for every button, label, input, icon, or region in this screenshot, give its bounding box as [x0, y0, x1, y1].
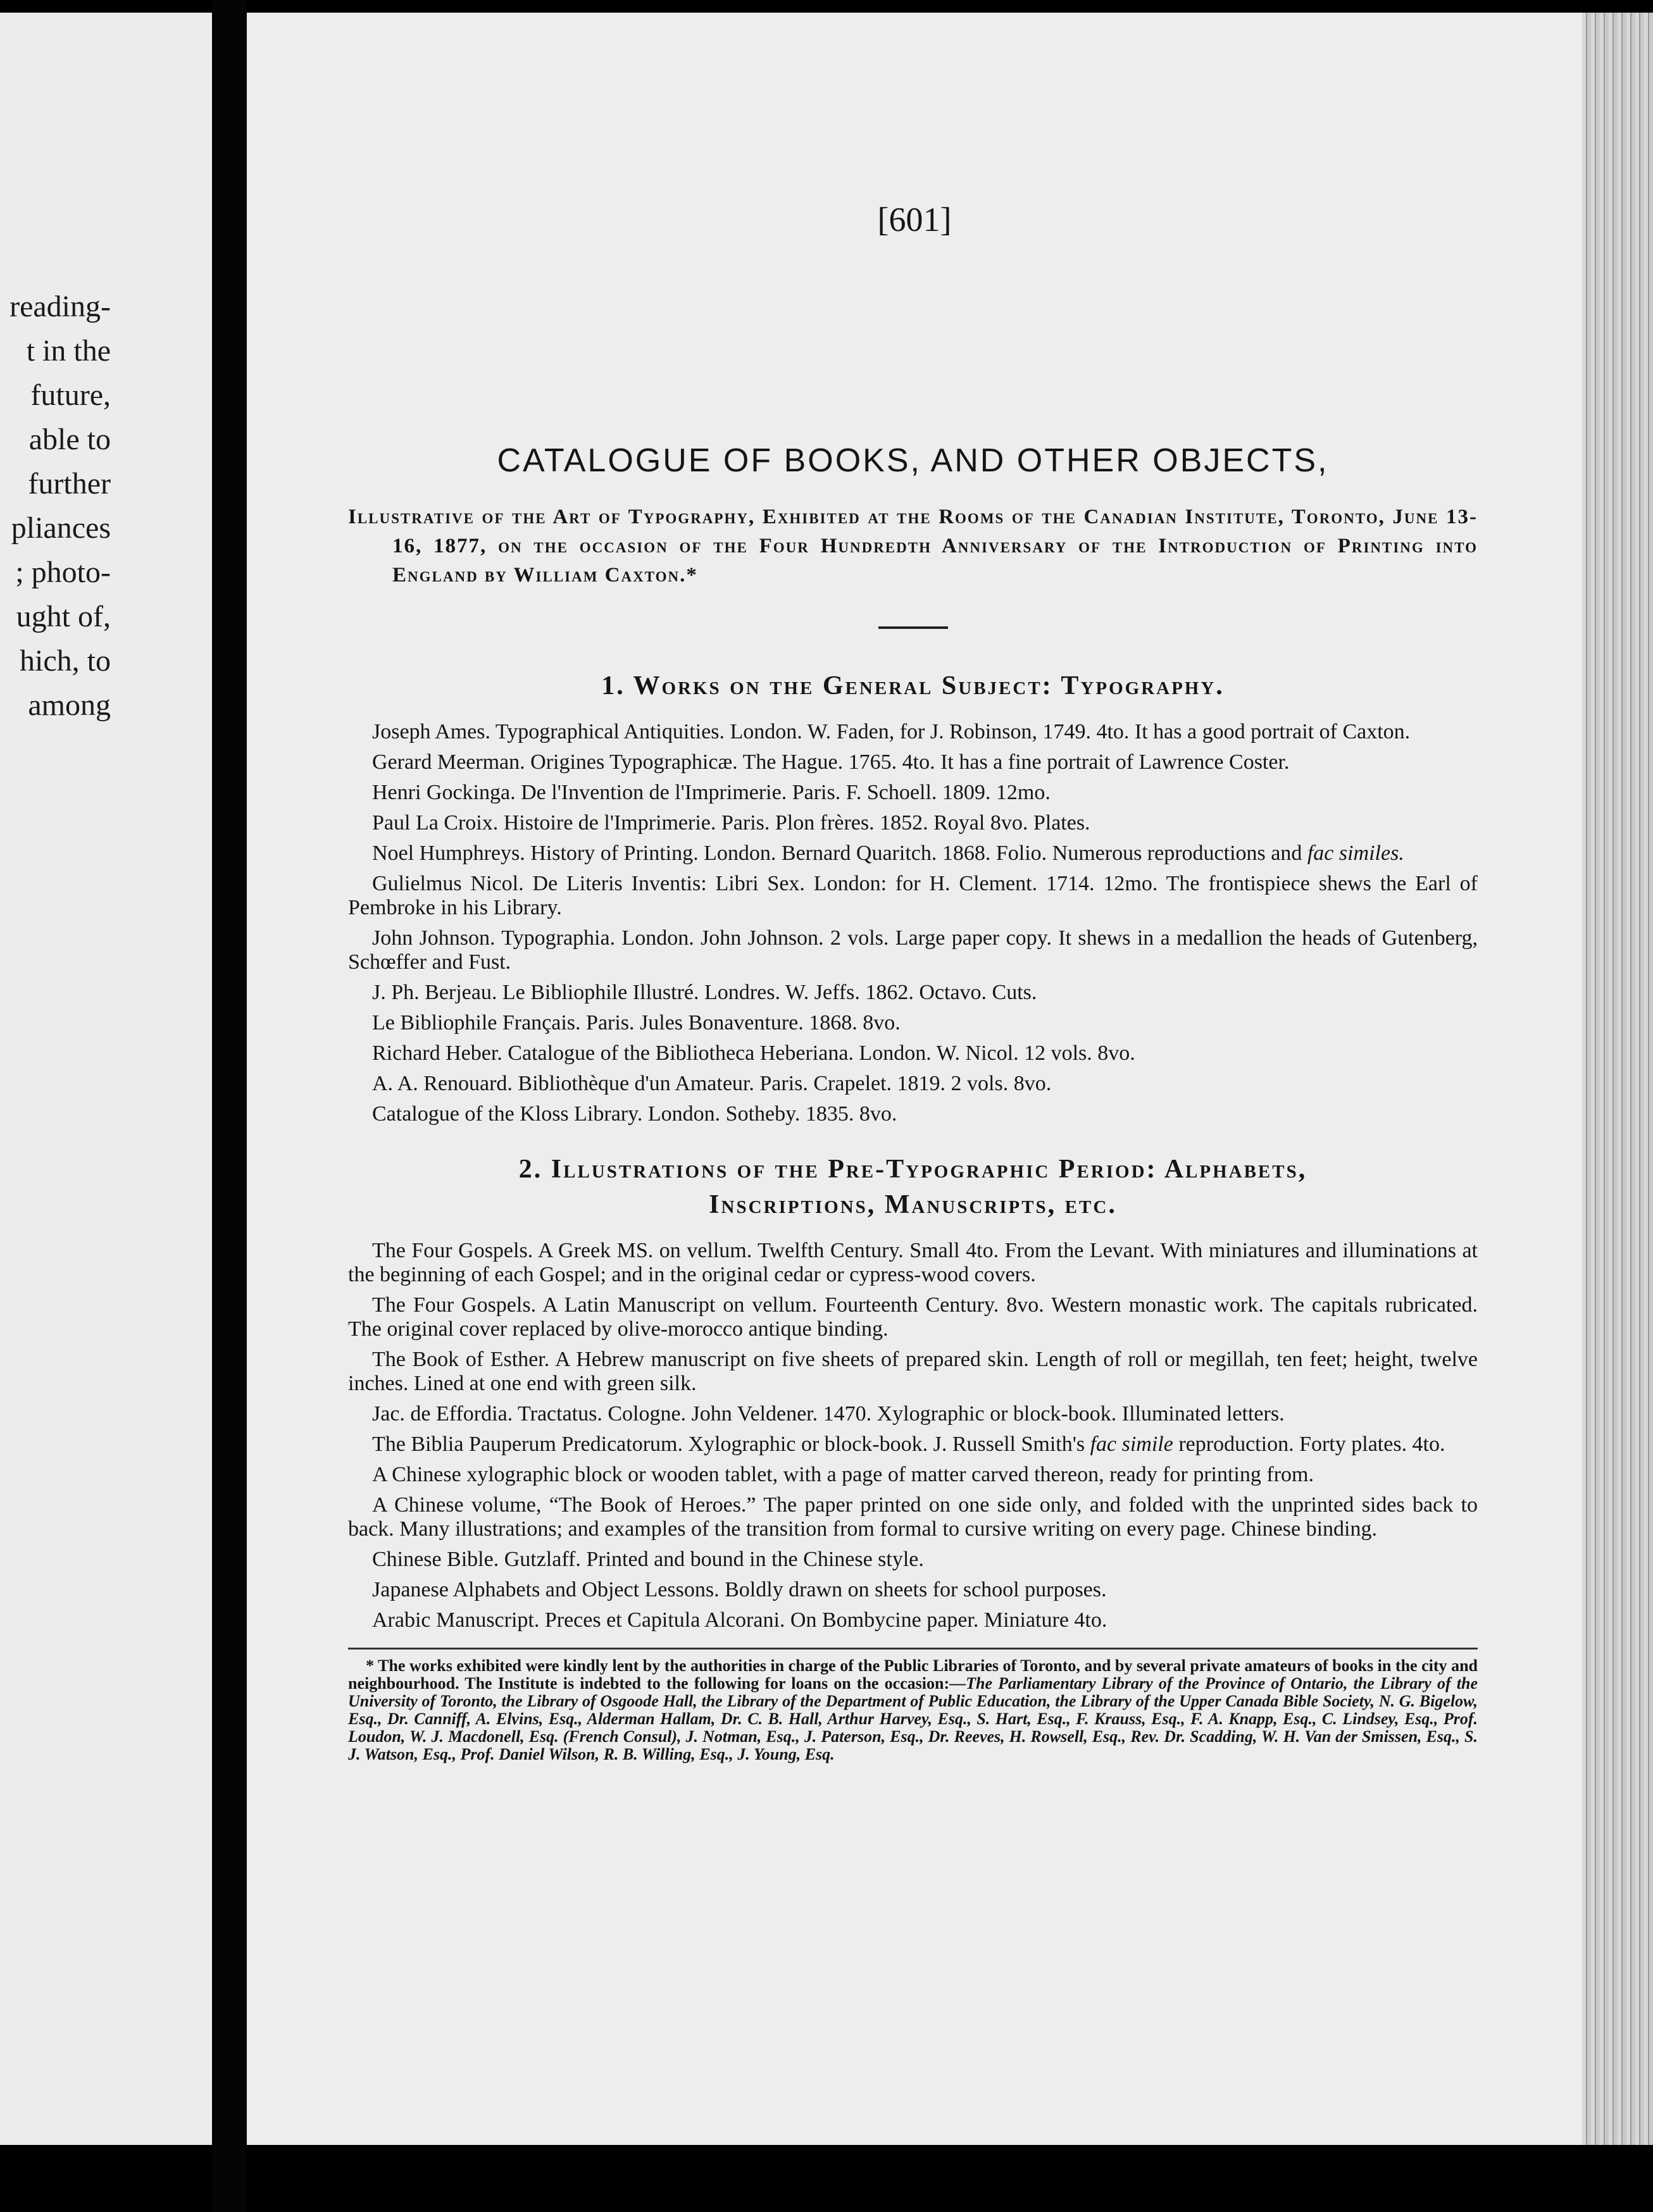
section-2-heading-line1: 2. Illustrations of the Pre-Typographic Period: Alphabets,	[518, 1155, 1307, 1184]
section-1-heading: 1. Works on the General Subject: Typography.	[601, 671, 1225, 700]
entry-humphreys	[348, 842, 1478, 866]
book-gutter	[212, 0, 247, 2212]
entry-biblia-text: The Biblia Pauperum Predicatorum. Xylographic or block-book. J. Russell Smith's	[372, 1432, 1085, 1456]
entry-meerman: Gerard Meerman. Origines Typographicæ. The Hague. 1765. 4to. It has a fine portrait of Lawrence Coster.	[372, 750, 1290, 774]
left-line: reading-	[9, 290, 111, 323]
entry-biblia	[348, 1432, 1478, 1457]
entry-gockinga: Henri Gockinga. De l'Invention de l'Imprimerie. Paris. F. Schoell. 1809. 12mo.	[372, 781, 1051, 804]
entry-nicol: Gulielmus Nicol. De Literis Inventis: Libri Sex. London: for H. Clement. 1714. 12mo. The frontispiece shews the Earl of Pembroke in his Library.	[348, 872, 1478, 919]
entry-arabic-manuscript: Arabic Manuscript. Preces et Capitula Alcorani. On Bombycine paper. Miniature 4to.	[372, 1608, 1107, 1632]
footnote-names: The Parliamentary Library of the Province of Ontario, the Library of the University of Toronto, the Library of Osgoode Hall, the Library of the Department of Public Education, the Library of the Upper Canada Bible Society, N. G. Bigelow, Esq., Dr. Canniff, A. Elvins, Esq., Alderman Hallam, Dr. C. B. Hall, Arthur Harvey, Esq., S. Hart, Esq., F. Krauss, Esq., F. A. Knapp, Esq., C. Lindsey, Esq., Prof. Loudon, W. J. Macdonell, Esq. (French Consul), J. Notman, Esq., J. Paterson, Esq., Dr. Reeves, H. Rowsell, Esq., Rev. Dr. Scadding, W. H. Van der Smissen, Esq., S. J. Watson, Esq., Prof. Daniel Wilson, R. B. Willing, Esq., J. Young, Esq.	[348, 1674, 1478, 1763]
entry-latin-gospels: The Four Gospels. A Latin Manuscript on vellum. Fourteenth Century. 8vo. Western monastic work. The capitals rubricated. The original cover replaced by olive-morocco antique binding.	[348, 1293, 1478, 1341]
entry-greek-gospels: The Four Gospels. A Greek MS. on vellum. Twelfth Century. Small 4to. From the Levant. With miniatures and illuminations at the beginning of each Gospel; and in the original cedar or cypress-wood covers.	[348, 1239, 1478, 1286]
left-page-text	[9, 285, 111, 728]
entry-effordia: Jac. de Effordia. Tractatus. Cologne. John Veldener. 1470. Xylographic or block-book. Illuminated letters.	[372, 1402, 1285, 1426]
entry-humphreys-text: Noel Humphreys. History of Printing. London. Bernard Quaritch. 1868. Folio. Numerous reproductions and	[372, 842, 1302, 865]
entry-biblia-tail: reproduction. Forty plates. 4to.	[1178, 1432, 1445, 1456]
entry-chinese-volume: A Chinese volume, “The Book of Heroes.” The paper printed on one side only, and folded with the unprinted sides back to back. Many illustrations; and examples of the transition from formal to cursive writing on every page. Chinese binding.	[348, 1493, 1478, 1541]
section-2-heading-line2: Inscriptions, Manuscripts, etc.	[709, 1190, 1117, 1219]
left-facing-page	[0, 13, 212, 2145]
document-page	[247, 13, 1582, 2145]
entry-ames: Joseph Ames. Typographical Antiquities. London. W. Faden, for J. Robinson, 1749. 4to. It has a good portrait of Caxton.	[372, 720, 1411, 743]
left-line: further	[28, 467, 111, 500]
entry-kloss: Catalogue of the Kloss Library. London. Sotheby. 1835. 8vo.	[372, 1102, 897, 1126]
entry-berjeau: J. Ph. Berjeau. Le Bibliophile Illustré. Londres. W. Jeffs. 1862. Octavo. Cuts.	[372, 981, 1037, 1004]
left-line: future,	[30, 378, 111, 412]
entry-humphreys-italic: fac similes.	[1307, 842, 1404, 865]
entry-biblia-italic: fac simile	[1090, 1432, 1173, 1456]
footnote-lead: * The works exhibited were kindly lent by the authorities in charge of the Public Libraries of Toronto, and by several private amateurs of books in the city and neighbourhood. The Institute is indebted to the following for loans on the occasion:—	[348, 1656, 1478, 1693]
entry-johnson: John Johnson. Typographia. London. John Johnson. 2 vols. Large paper copy. It shews in a medallion the heads of Gutenberg, Schœffer and Fust.	[348, 926, 1478, 974]
left-line: t in the	[26, 334, 111, 368]
left-line: hich, to	[20, 644, 111, 678]
entry-japanese-alphabets: Japanese Alphabets and Object Lessons. Boldly drawn on sheets for school purposes.	[372, 1578, 1107, 1601]
catalogue-subtitle: Illustrative of the Art of Typography, Exhibited at the Rooms of the Canadian Institute, Toronto, June 13-16, 1877, on the occasion of the Four Hundredth Anniversary of the Introduction of Printing into England by William Caxton.*	[348, 506, 1478, 587]
section-2-heading	[348, 1152, 1478, 1222]
footnote-rule	[348, 1648, 1478, 1650]
left-line: pliances	[11, 511, 111, 545]
left-line: ; photo-	[15, 556, 111, 589]
entry-renouard: A. A. Renouard. Bibliothèque d'un Amateur. Paris. Crapelet. 1819. 2 vols. 8vo.	[372, 1072, 1052, 1095]
entry-bibliophile-francais: Le Bibliophile Français. Paris. Jules Bonaventure. 1868. 8vo.	[372, 1011, 901, 1035]
entry-esther: The Book of Esther. A Hebrew manuscript on five sheets of prepared skin. Length of roll or megillah, ten feet; height, twelve inches. Lined at one end with green silk.	[348, 1348, 1478, 1395]
section-1-entries	[348, 720, 1478, 1126]
page-number: [601]	[877, 201, 952, 239]
left-line: among	[28, 688, 111, 722]
footnote	[348, 1657, 1478, 1763]
entry-heber: Richard Heber. Catalogue of the Bibliotheca Heberiana. London. W. Nicol. 12 vols. 8vo.	[372, 1041, 1135, 1065]
left-line: able to	[28, 423, 111, 456]
left-line: ught of,	[16, 600, 111, 633]
page-content	[348, 424, 1478, 1763]
entry-lacroix: Paul La Croix. Histoire de l'Imprimerie. Paris. Plon frères. 1852. Royal 8vo. Plates.	[372, 811, 1090, 835]
section-2-entries	[348, 1239, 1478, 1632]
entry-chinese-bible: Chinese Bible. Gutzlaff. Printed and bound in the Chinese style.	[372, 1548, 924, 1571]
catalogue-title: CATALOGUE OF BOOKS, AND OTHER OBJECTS,	[497, 442, 1329, 479]
entry-chinese-block: A Chinese xylographic block or wooden tablet, with a page of matter carved thereon, ready for printing from.	[372, 1463, 1314, 1486]
page-edges	[1582, 13, 1653, 2145]
title-rule	[878, 626, 948, 629]
